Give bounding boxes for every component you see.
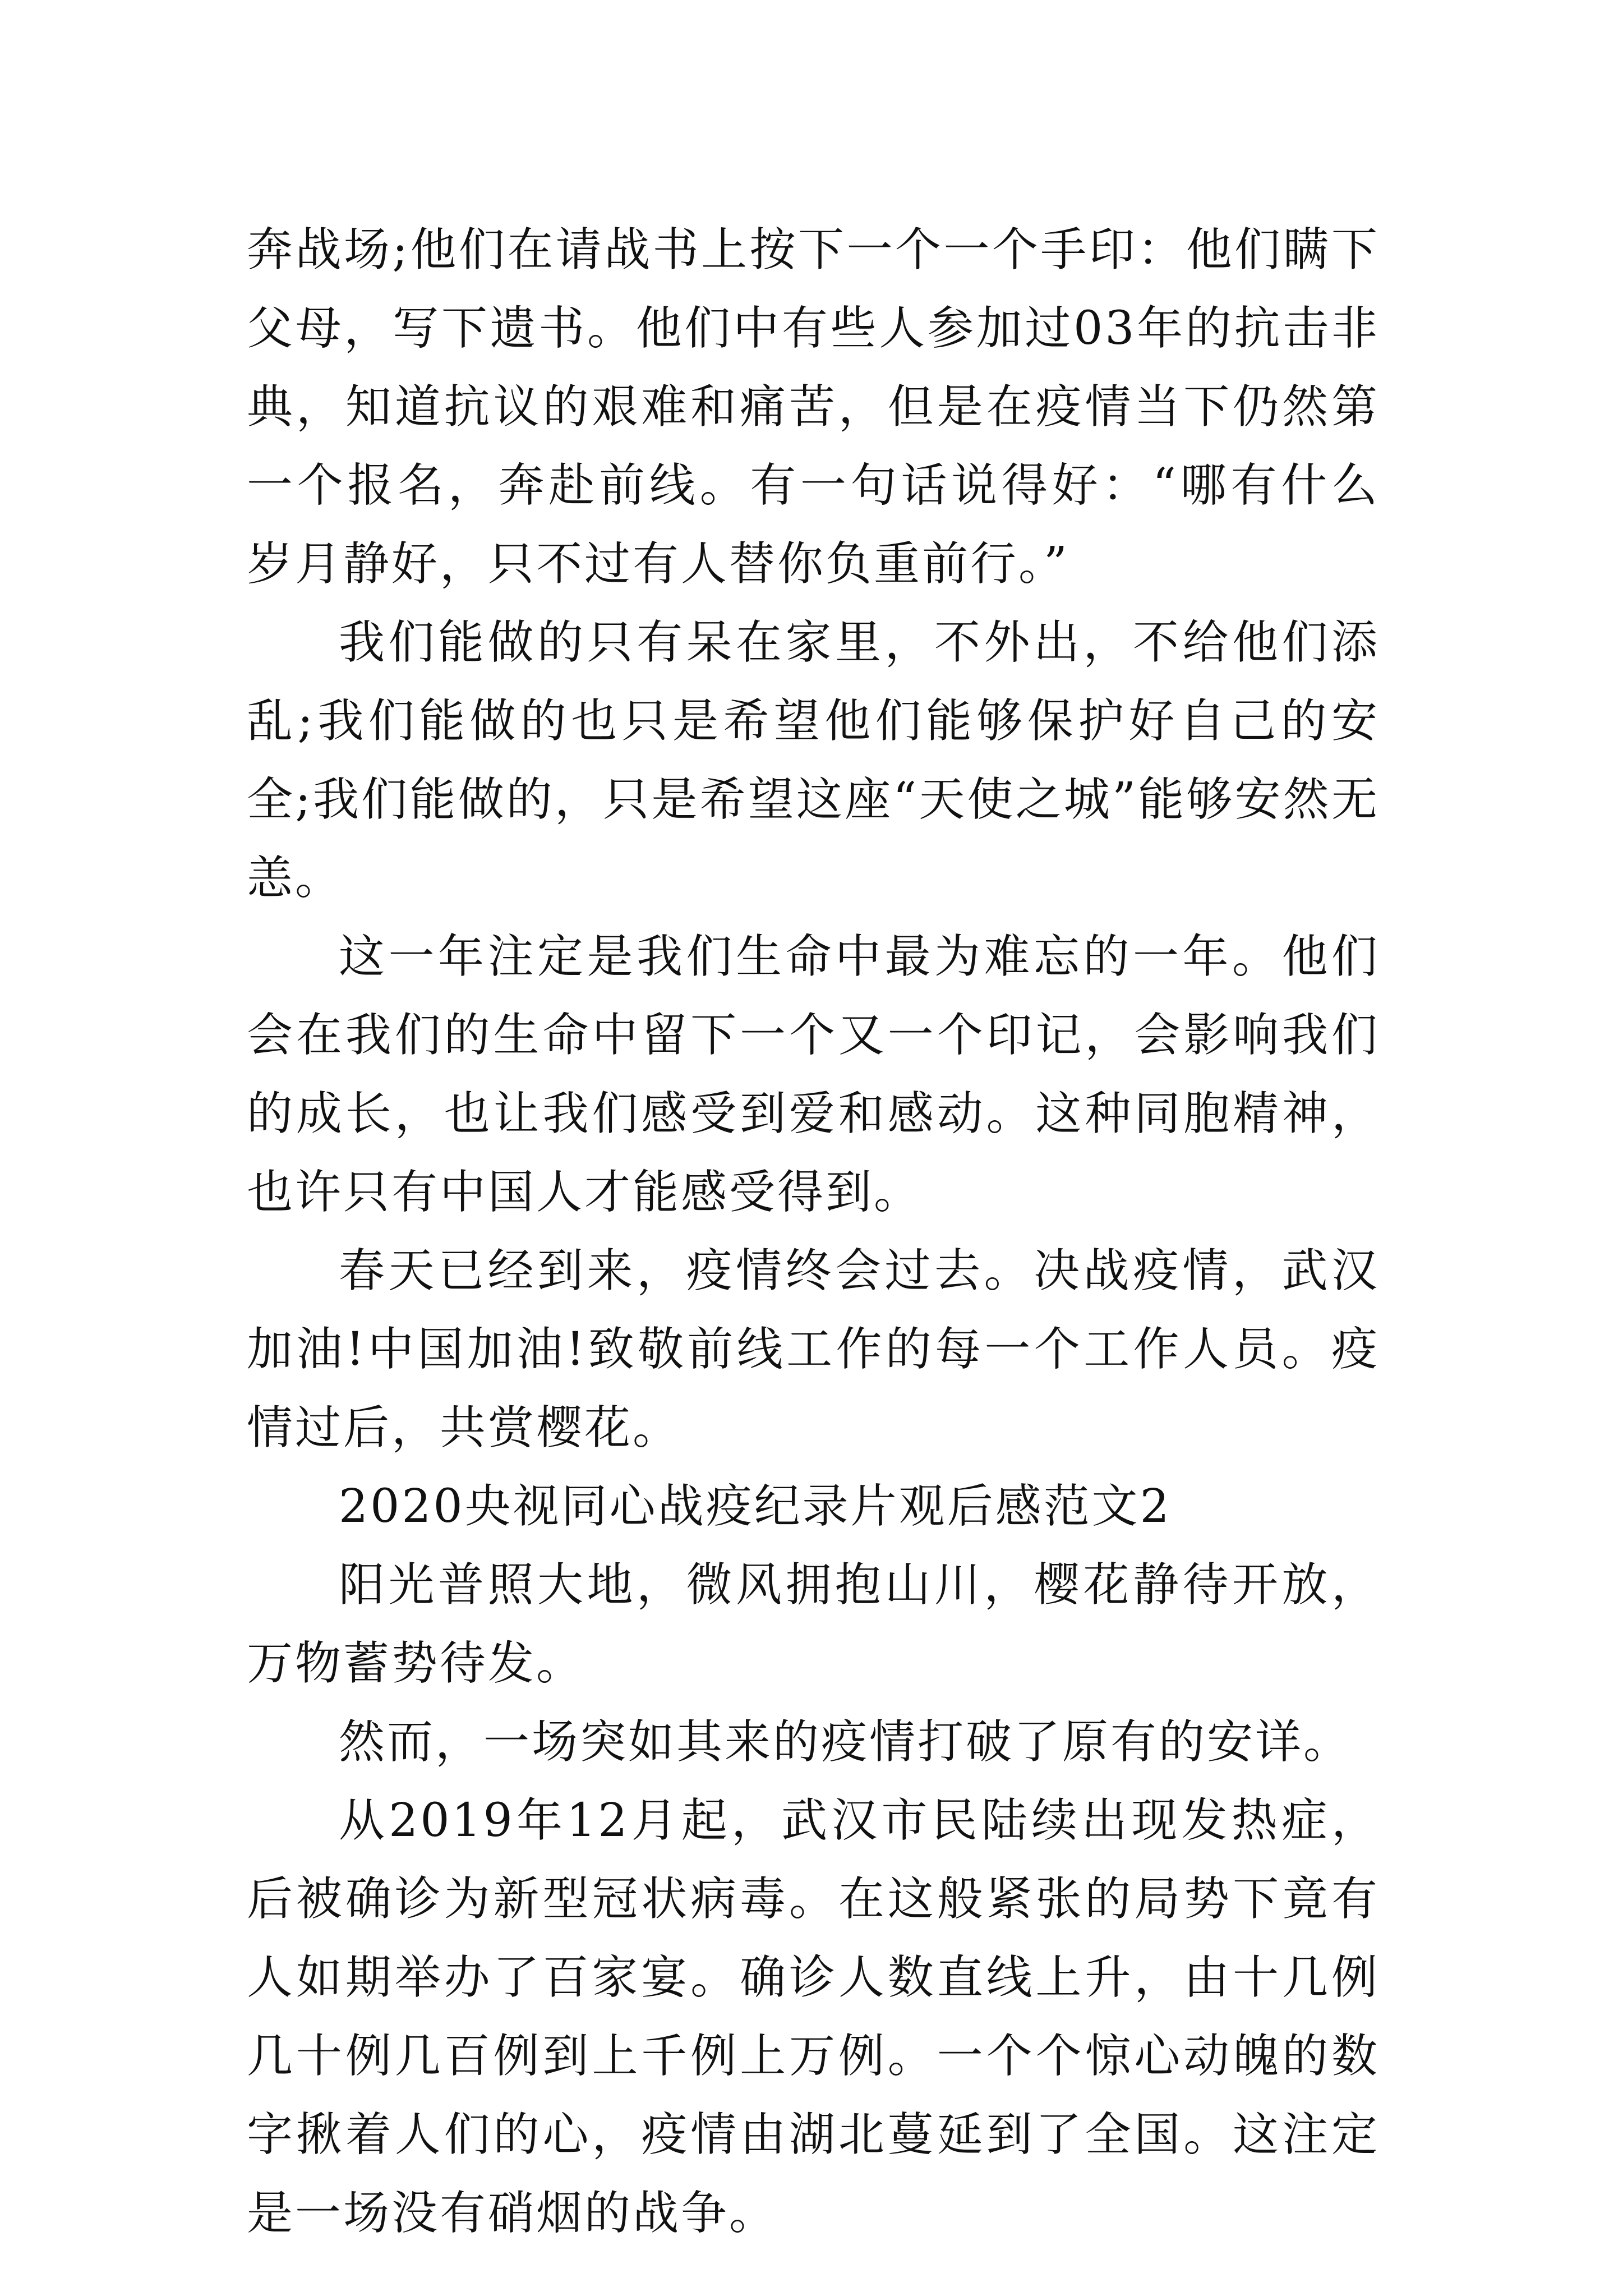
paragraph-4: 春天已经到来，疫情终会过去。决战疫情，武汉加油!中国加油!致敬前线工作的每一个工作人员。疫情过后，共赏樱花。 [247, 1244, 1380, 1455]
section-heading: 2020央视同心战疫纪录片观后感范文2 [339, 1480, 1172, 1533]
paragraph-5: 阳光普照大地，微风拥抱山川，樱花静待开放，万物蓄势待发。 [247, 1558, 1380, 1690]
paragraph-1: 奔战场;他们在请战书上按下一个一个手印：他们瞒下父母，写下遗书。他们中有些人参加过03年的抗击非典，知道抗议的艰难和痛苦，但是在疫情当下仍然第一个报名，奔赴前线。有一句话说得好：“哪有什么岁月静好，只不过有人替你负重前行。” [247, 223, 1380, 591]
paragraph-2: 我们能做的只有呆在家里，不外出，不给他们添乱;我们能做的也只是希望他们能够保护好自己的安全;我们能做的，只是希望这座“天使之城”能够安然无恙。 [247, 616, 1380, 905]
paragraph-6: 然而，一场突如其来的疫情打破了原有的安详。 [339, 1715, 1352, 1769]
document-body [247, 211, 1380, 2253]
paragraph-7: 从2019年12月起，武汉市民陆续出现发热症，后被确诊为新型冠状病毒。在这般紧张的局势下竟有人如期举办了百家宴。确诊人数直线上升，由十几例几十例几百例到上千例上万例。一个个惊心动魄的数字揪着人们的心，疫情由湖北蔓延到了全国。这注定是一场没有硝烟的战争。 [247, 1794, 1380, 2240]
paragraph-3: 这一年注定是我们生命中最为难忘的一年。他们会在我们的生命中留下一个又一个印记，会影响我们的成长，也让我们感受到爱和感动。这种同胞精神，也许只有中国人才能感受得到。 [247, 930, 1380, 1219]
